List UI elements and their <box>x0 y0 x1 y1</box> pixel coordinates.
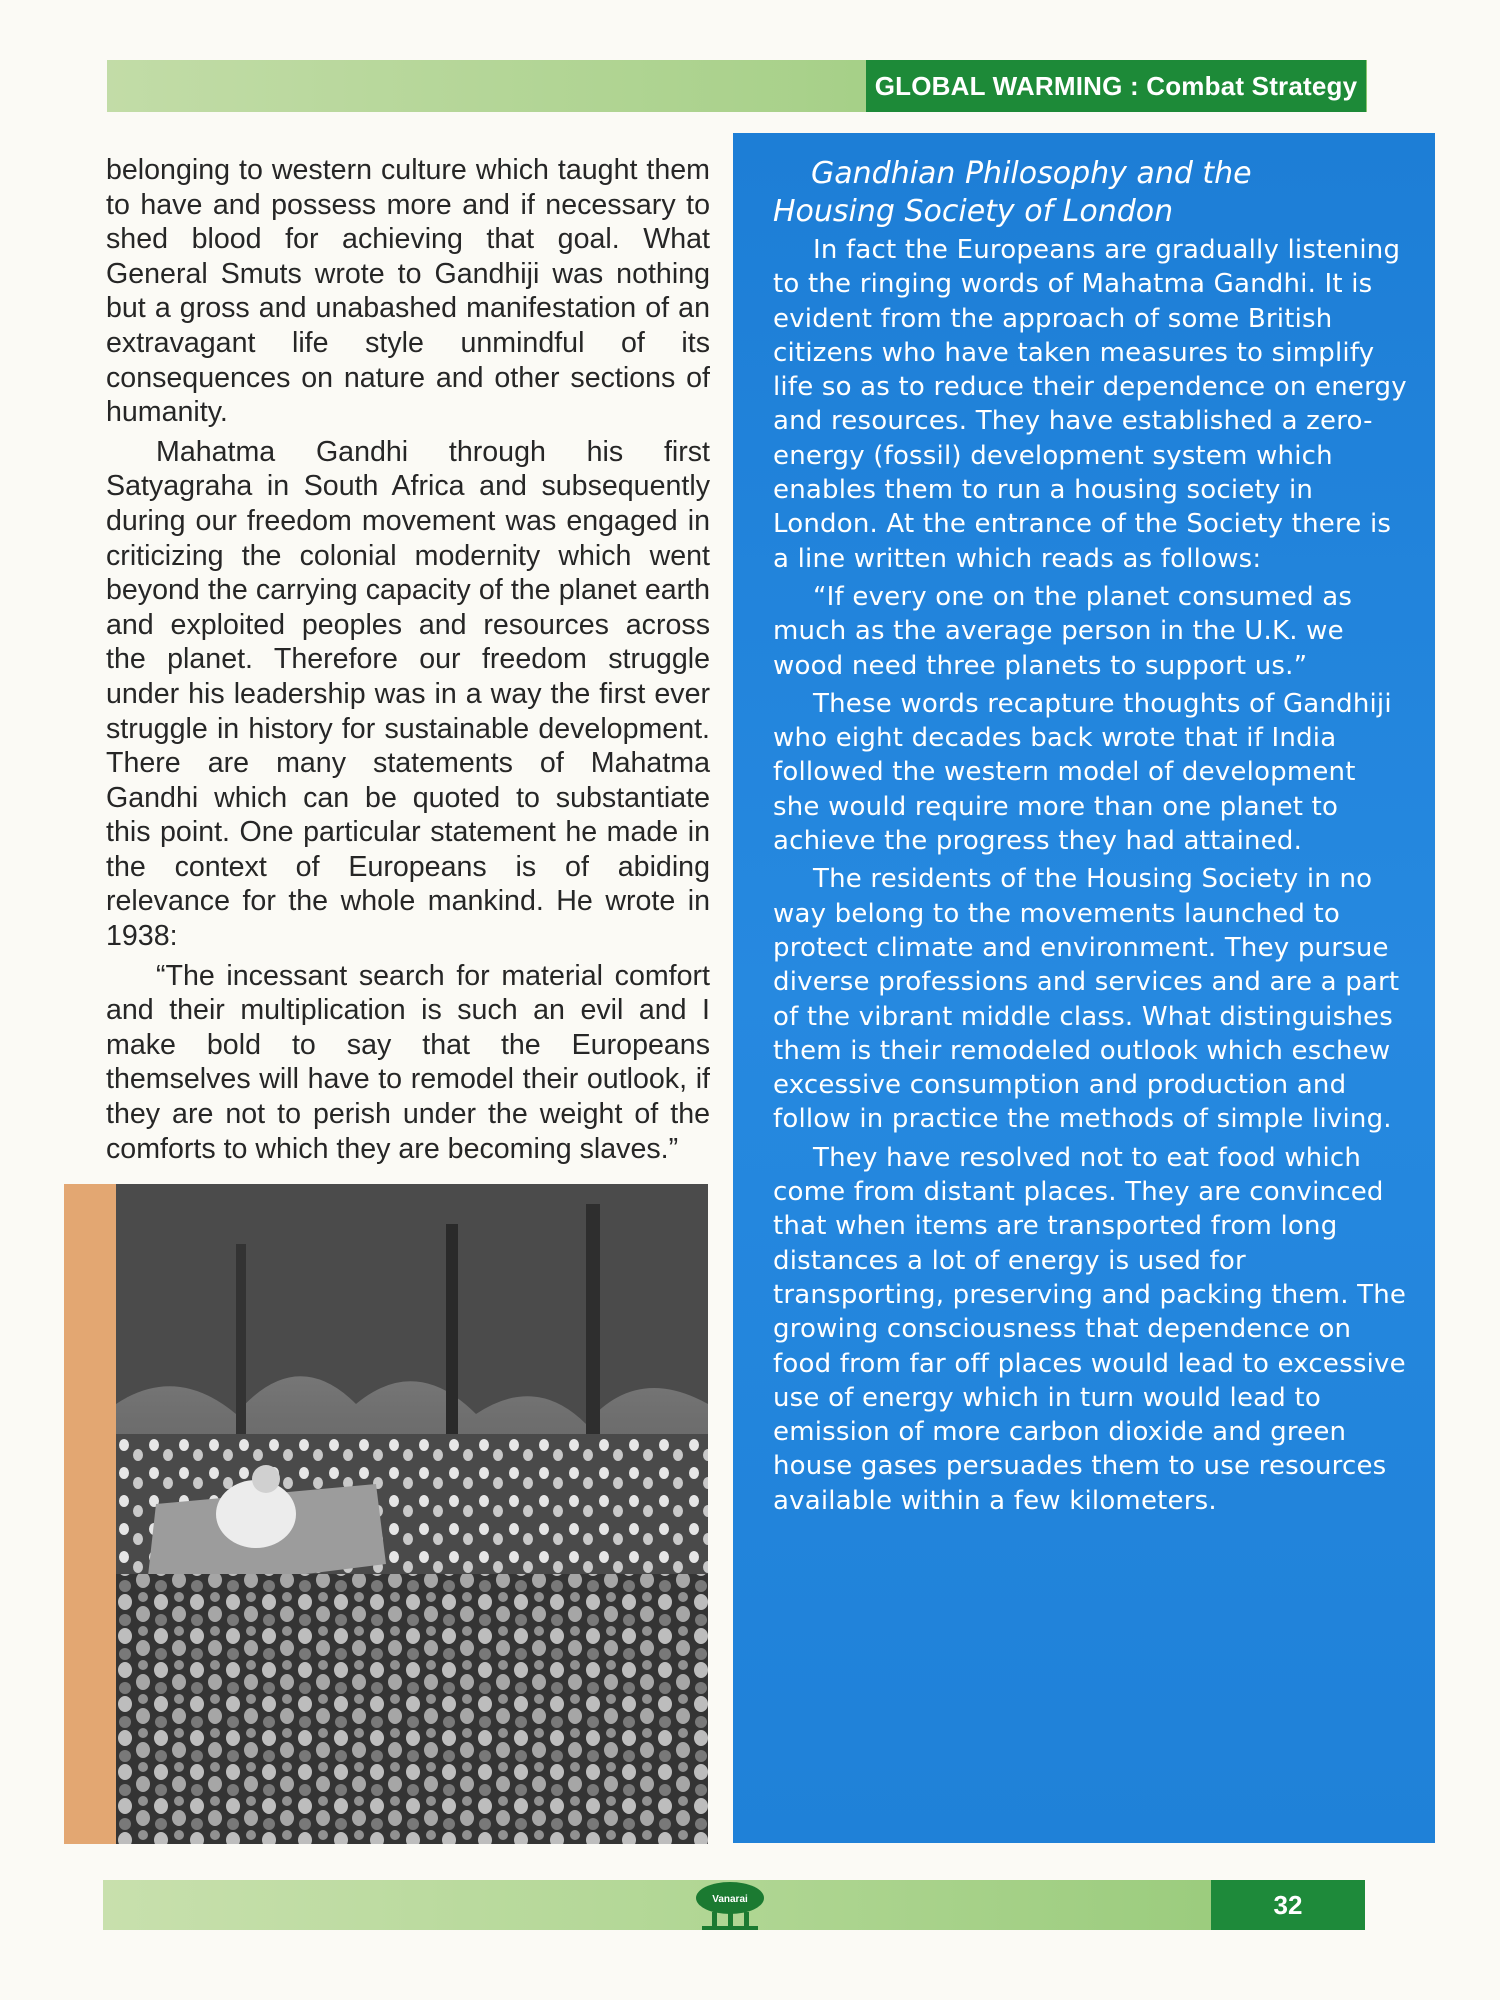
left-paragraph: belonging to western culture which taught them to have and possess more and if necessary to shed blood for achieving that goal. What General Smuts wrote to Gandhiji was nothing but a gross and unabashed manifestation of an extravagant life style unmindful of its consequences on nature and other sections of humanity. <box>106 154 710 429</box>
logo-text: Vanarai <box>712 1894 748 1905</box>
gandhi-crowd-photo <box>116 1184 708 1844</box>
section-title: GLOBAL WARMING : Combat Strategy <box>866 60 1366 112</box>
sidebar-paragraph: In fact the Europeans are gradually listening to the ringing words of Mahatma Gandhi. It is evident from the approach of some British citizens who have taken measures to simplify life so as to reduce their dependence on energy and resources. They have established a zero-energy (fossil) development system which enables them to run a housing society in London. At the entrance of the Society there is a line written which reads as follows: <box>773 235 1407 574</box>
left-paragraph: Mahatma Gandhi through his first Satyagraha in South Africa and subsequently during our freedom movement was engaged in criticizing the colonial modernity which went beyond the carrying capacity of the planet earth and exploited peoples and resources across the planet. Therefore our freedom struggle under his leadership was in a way the first ever struggle in history for sustainable development. There are many statements of Mahatma Gandhi which can be quoted to substantiate this point. One particular statement he made in the context of Europeans is of abiding relevance for the whole mankind. He wrote in 1938: <box>106 435 710 953</box>
sidebar-title-line: Gandhian Philosophy and the <box>811 156 1252 191</box>
sidebar-paragraph: The residents of the Housing Society in no way belong to the movements launched to protect climate and environment. They pursue diverse professions and services and are a part of the vibrant middle class. What distinguishes them is their remodeled outlook which eschew excessive consumption and production and follow in practice the methods of simple living. <box>773 864 1400 1135</box>
sidebar-quote: “If every one on the planet consumed as much as the average person in the U.K. we wood need three planets to support us.” <box>773 581 1353 681</box>
sidebar-title-line: Housing Society of London <box>773 194 1174 229</box>
sidebar-box <box>733 133 1435 1843</box>
left-column-text <box>106 153 710 1171</box>
sidebar-title <box>773 155 1409 231</box>
photo-accent-strip <box>64 1184 116 1844</box>
gandhi-quote: “The incessant search for material comfort and their multiplication is such an evil and I make bold to say that the Europeans themselves will have to remodel their outlook, if they are not to perish under the weight of the comforts to which they are becoming slaves.” <box>106 959 710 1165</box>
sidebar-paragraph: They have resolved not to eat food which come from distant places. They are convinced that when items are transported from long distances a lot of energy is used for transporting, preserving and packing them. The growing consciousness that dependence on food from far off places would lead to excessive use of energy which in turn would lead to emission of more carbon dioxide and green house gases persuades them to use resources available within a few kilometers. <box>773 1142 1407 1516</box>
page-number: 32 <box>1211 1880 1365 1930</box>
tree-logo-icon <box>690 1878 770 1934</box>
sidebar-paragraph: These words recapture thoughts of Gandhiji who eight decades back wrote that if India followed the western model of development she would require more than one planet to achieve the progress they had attained. <box>773 688 1392 857</box>
